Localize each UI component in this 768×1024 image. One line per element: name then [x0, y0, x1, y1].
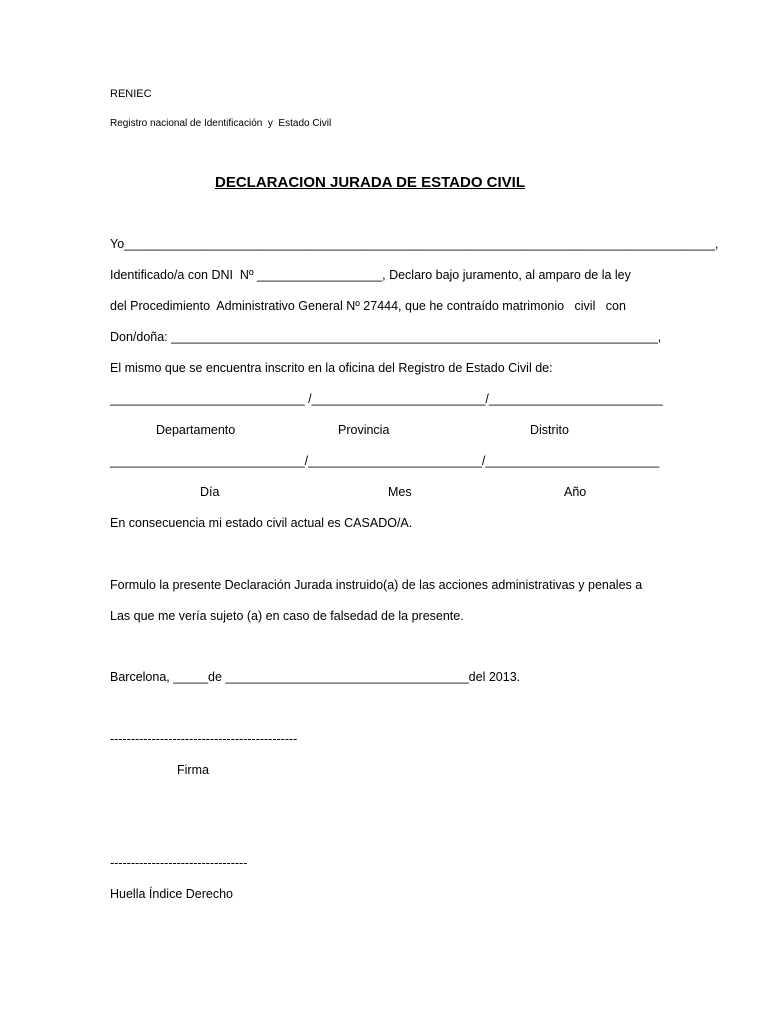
dni-line: Identificado/a con DNI Nº __________________, Declaro bajo juramento, al amparo de la ley	[110, 268, 631, 282]
fingerprint-label: Huella Índice Derecho	[110, 887, 233, 901]
date-blanks: ____________________________/_________________________/_________________________	[110, 454, 660, 468]
org-name: RENIEC	[110, 88, 152, 100]
org-full-name: Registro nacional de Identificación y Estado Civil	[110, 118, 332, 129]
document-title: DECLARACION JURADA DE ESTADO CIVIL	[214, 174, 525, 191]
declaration-line-1: Formulo la presente Declaración Jurada instruido(a) de las acciones administrativas y penales a	[110, 578, 643, 592]
label-mes: Mes	[388, 485, 412, 499]
signature-label: Firma	[177, 763, 209, 777]
place-date-line: Barcelona, _____de ___________________________________del 2013.	[110, 670, 521, 684]
civil-status-line: En consecuencia mi estado civil actual es CASADO/A.	[110, 516, 413, 530]
spouse-line: Don/doña: ______________________________________________________________________,	[110, 330, 662, 344]
law-line: del Procedimiento Administrativo General Nº 27444, que he contraído matrimonio civil con	[110, 299, 626, 313]
registry-line: El mismo que se encuentra inscrito en la oficina del Registro de Estado Civil de:	[110, 361, 553, 375]
label-provincia: Provincia	[338, 423, 390, 437]
signature-line: ---------------------------------------------	[110, 732, 298, 746]
label-anio: Año	[564, 485, 587, 499]
location-blanks: ____________________________ /_________________________/_________________________	[110, 392, 663, 406]
label-departamento: Departamento	[156, 423, 236, 437]
name-line: Yo_____________________________________________________________________________________,	[110, 237, 719, 251]
label-dia: Día	[200, 485, 220, 499]
fingerprint-line: ---------------------------------	[110, 856, 248, 870]
label-distrito: Distrito	[530, 423, 569, 437]
declaration-line-2: Las que me vería sujeto (a) en caso de falsedad de la presente.	[110, 609, 464, 623]
